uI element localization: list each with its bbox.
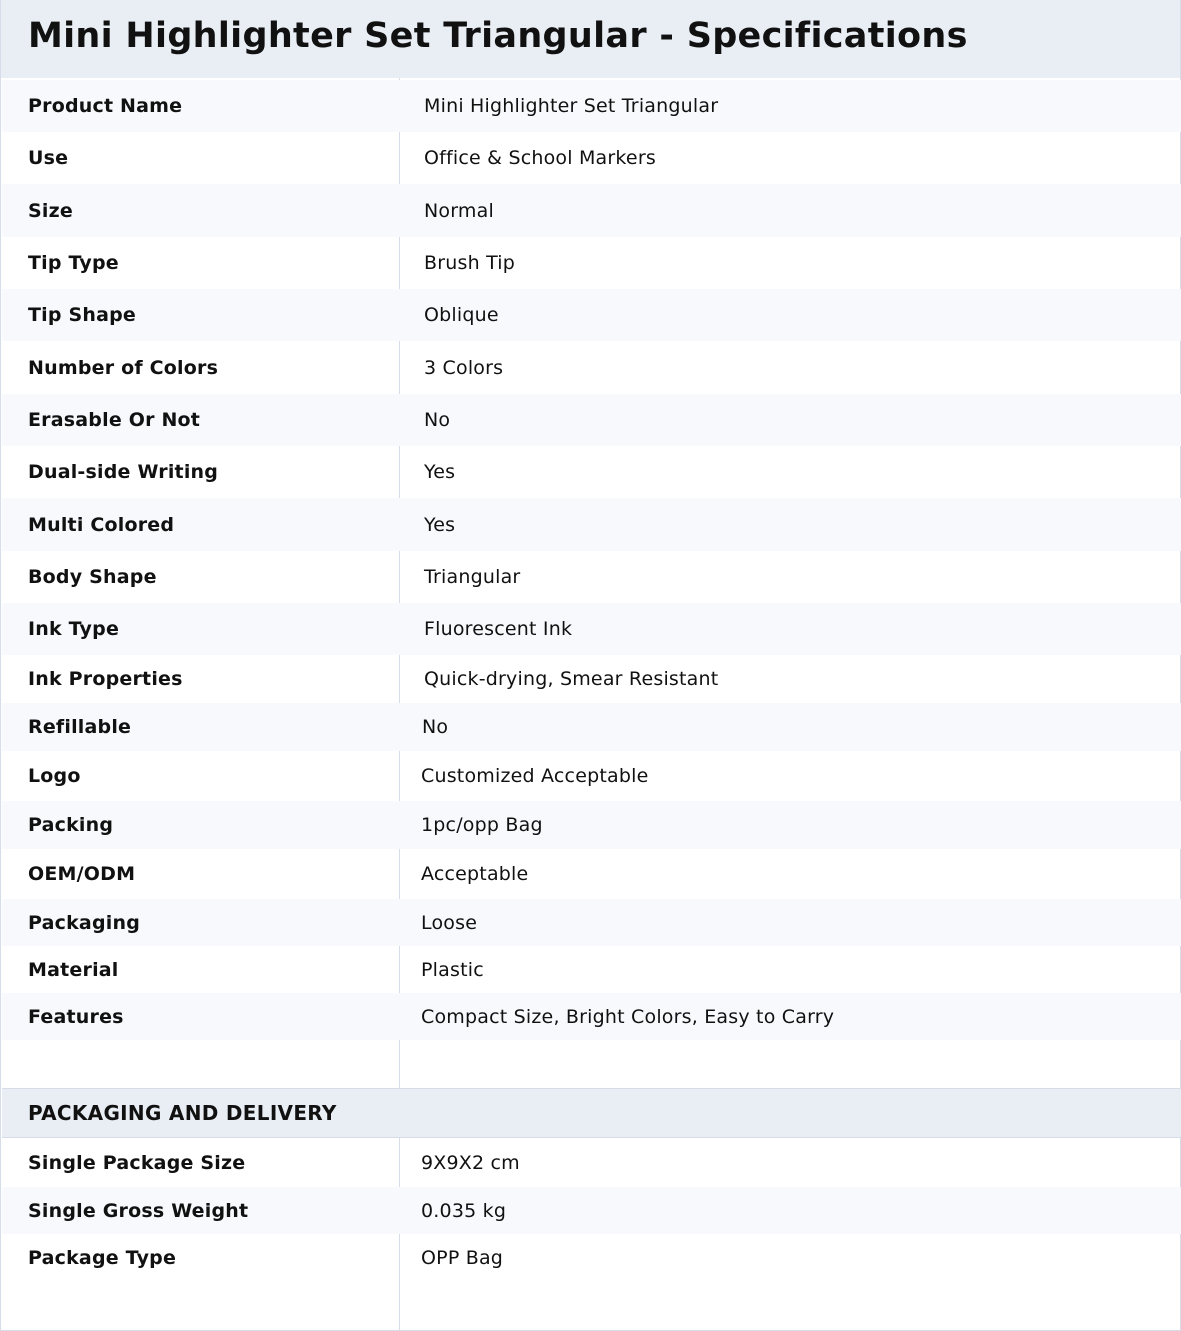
spec-label: Package Type bbox=[28, 1247, 177, 1269]
spec-row-ink-type bbox=[2, 603, 1181, 655]
spec-label: Tip Type bbox=[28, 252, 119, 274]
spec-value: 1pc/opp Bag bbox=[421, 814, 543, 836]
packaging-row-size bbox=[2, 1139, 1181, 1187]
spec-label: Erasable Or Not bbox=[28, 409, 201, 431]
spec-label: Body Shape bbox=[28, 566, 157, 588]
spec-value: No bbox=[424, 409, 451, 431]
spec-value: Oblique bbox=[424, 304, 499, 326]
spec-label: Multi Colored bbox=[28, 513, 175, 536]
spec-label: Single Gross Weight bbox=[28, 1199, 249, 1222]
spec-label: Logo bbox=[28, 765, 81, 787]
spec-label: Ink Properties bbox=[28, 668, 183, 690]
spec-value: Mini Highlighter Set Triangular bbox=[424, 95, 719, 117]
packaging-row-weight bbox=[2, 1187, 1181, 1234]
spec-value: 0.035 kg bbox=[421, 1199, 507, 1222]
spec-value: Quick-drying, Smear Resistant bbox=[424, 668, 719, 690]
spec-value: Compact Size, Bright Colors, Easy to Carry bbox=[421, 1005, 835, 1028]
spec-row-size bbox=[2, 184, 1181, 237]
spec-row-features bbox=[2, 993, 1181, 1040]
spec-label: Features bbox=[28, 1005, 124, 1028]
spec-row-product-name bbox=[2, 80, 1181, 132]
spec-value: Normal bbox=[424, 199, 494, 222]
spec-value: Fluorescent Ink bbox=[424, 618, 573, 640]
spec-label: Material bbox=[28, 958, 119, 981]
spec-row-material bbox=[2, 946, 1181, 993]
spec-label: Single Package Size bbox=[28, 1152, 246, 1174]
spec-row-tip-type bbox=[2, 237, 1181, 289]
spec-row-erasable bbox=[2, 394, 1181, 446]
spec-row-oem-odm bbox=[2, 849, 1181, 899]
spec-value: 9X9X2 cm bbox=[421, 1152, 520, 1174]
spec-value: Customized Acceptable bbox=[421, 765, 649, 787]
spec-row-refillable bbox=[2, 703, 1181, 751]
spec-row-logo bbox=[2, 751, 1181, 801]
spec-value: Brush Tip bbox=[424, 252, 516, 274]
spec-row-dual-side-writing bbox=[2, 446, 1181, 498]
spec-value: Yes bbox=[424, 461, 456, 483]
packaging-row-type bbox=[2, 1234, 1181, 1282]
spec-value: Plastic bbox=[421, 958, 484, 981]
spec-value: Yes bbox=[424, 513, 456, 536]
spec-value: Office & School Markers bbox=[424, 147, 656, 169]
spec-row-packing bbox=[2, 801, 1181, 849]
spec-value: OPP Bag bbox=[421, 1247, 504, 1269]
spec-value: 3 Colors bbox=[424, 356, 504, 379]
spec-label: Ink Type bbox=[28, 618, 120, 640]
spec-row-packaging bbox=[2, 899, 1181, 946]
spec-row-ink-properties bbox=[2, 655, 1181, 703]
spec-label: Refillable bbox=[28, 716, 132, 738]
spec-label: Tip Shape bbox=[28, 304, 137, 326]
spec-label: Product Name bbox=[28, 95, 183, 117]
section-heading-packaging: PACKAGING AND DELIVERY bbox=[2, 1088, 1181, 1138]
spec-value: Triangular bbox=[424, 566, 521, 588]
spec-row-use bbox=[2, 132, 1181, 184]
spec-value: No bbox=[422, 716, 449, 738]
page-title: Mini Highlighter Set Triangular - Specifications bbox=[28, 16, 968, 56]
spec-label: Use bbox=[28, 147, 69, 169]
spec-row-number-of-colors bbox=[2, 341, 1181, 394]
spec-label: Size bbox=[28, 199, 73, 222]
spec-label: Packaging bbox=[28, 911, 140, 934]
title-bar bbox=[1, 0, 1180, 78]
spec-row-multi-colored bbox=[2, 498, 1181, 551]
spec-label: Number of Colors bbox=[28, 356, 219, 379]
spec-label: Dual-side Writing bbox=[28, 461, 219, 483]
spec-value: Loose bbox=[421, 911, 478, 934]
spec-label: Packing bbox=[28, 814, 114, 836]
spec-value: Acceptable bbox=[421, 863, 529, 885]
spec-label: OEM/ODM bbox=[28, 863, 136, 885]
spec-row-body-shape bbox=[2, 551, 1181, 603]
spec-row-tip-shape bbox=[2, 289, 1181, 341]
